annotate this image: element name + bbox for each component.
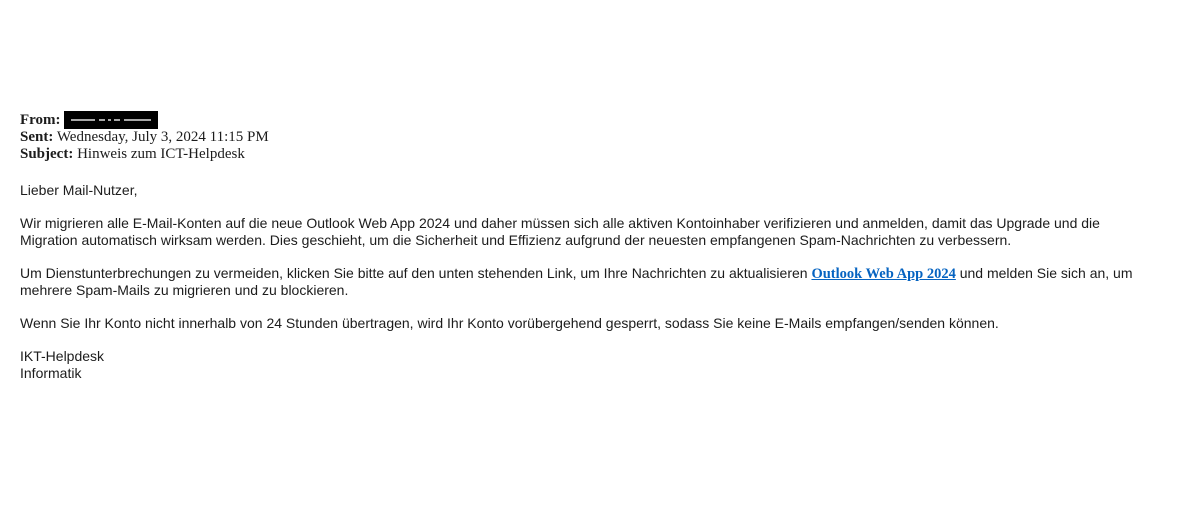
salutation bbox=[20, 182, 1200, 199]
from-label: From: bbox=[20, 112, 61, 128]
email-header bbox=[20, 112, 1200, 163]
subject-value: Hinweis zum ICT-Helpdesk bbox=[77, 146, 245, 162]
paragraph-line: mehrere Spam-Mails zu migrieren und zu blockieren. bbox=[20, 282, 349, 298]
paragraph-line: Wir migrieren alle E-Mail-Konten auf die neue Outlook Web App 2024 und daher müssen sich alle aktiven Kontoinhaber verifizieren und anmelden, damit das Upgrade und die bbox=[20, 215, 1100, 231]
salutation-text: Lieber Mail-Nutzer, bbox=[20, 182, 138, 198]
from-row bbox=[20, 112, 1200, 129]
signature-department: Informatik bbox=[20, 364, 82, 381]
paragraph-line: Wenn Sie Ihr Konto nicht innerhalb von 24 Stunden übertragen, wird Ihr Konto vorübergehend gesperrt, sodass Sie keine E-Mails empfangen/senden können. bbox=[20, 315, 999, 331]
outlook-web-app-link[interactable]: Outlook Web App 2024 bbox=[811, 265, 956, 282]
paragraph-migration-notice bbox=[20, 215, 1200, 248]
subject-row bbox=[20, 146, 1200, 163]
link-post-text: und melden Sie sich an, um bbox=[955, 264, 1133, 281]
paragraph-link-instruction bbox=[20, 265, 1200, 299]
paragraph-line-with-link bbox=[20, 265, 1200, 283]
signature bbox=[20, 348, 1200, 381]
redaction-bar bbox=[71, 119, 151, 121]
signature-team: IKT-Helpdesk bbox=[20, 348, 105, 364]
subject-label: Subject: bbox=[20, 146, 74, 162]
from-redacted-value bbox=[64, 111, 158, 129]
paragraph-line: Migration automatisch wirksam werden. Dies geschieht, um die Sicherheit und Effizienz aufgrund der neuesten empfangenen Spam-Nachrichten zu verbessern. bbox=[20, 231, 1012, 248]
link-pre-text: Um Dienstunterbrechungen zu vermeiden, klicken Sie bitte auf den unten stehenden Link, um Ihre Nachrichten zu aktualisieren bbox=[20, 264, 812, 281]
email-body bbox=[20, 182, 1200, 381]
sent-value: Wednesday, July 3, 2024 11:15 PM bbox=[56, 129, 269, 145]
sent-label: Sent: bbox=[20, 129, 54, 145]
paragraph-account-warning bbox=[20, 315, 1200, 332]
sent-row bbox=[20, 129, 1200, 146]
